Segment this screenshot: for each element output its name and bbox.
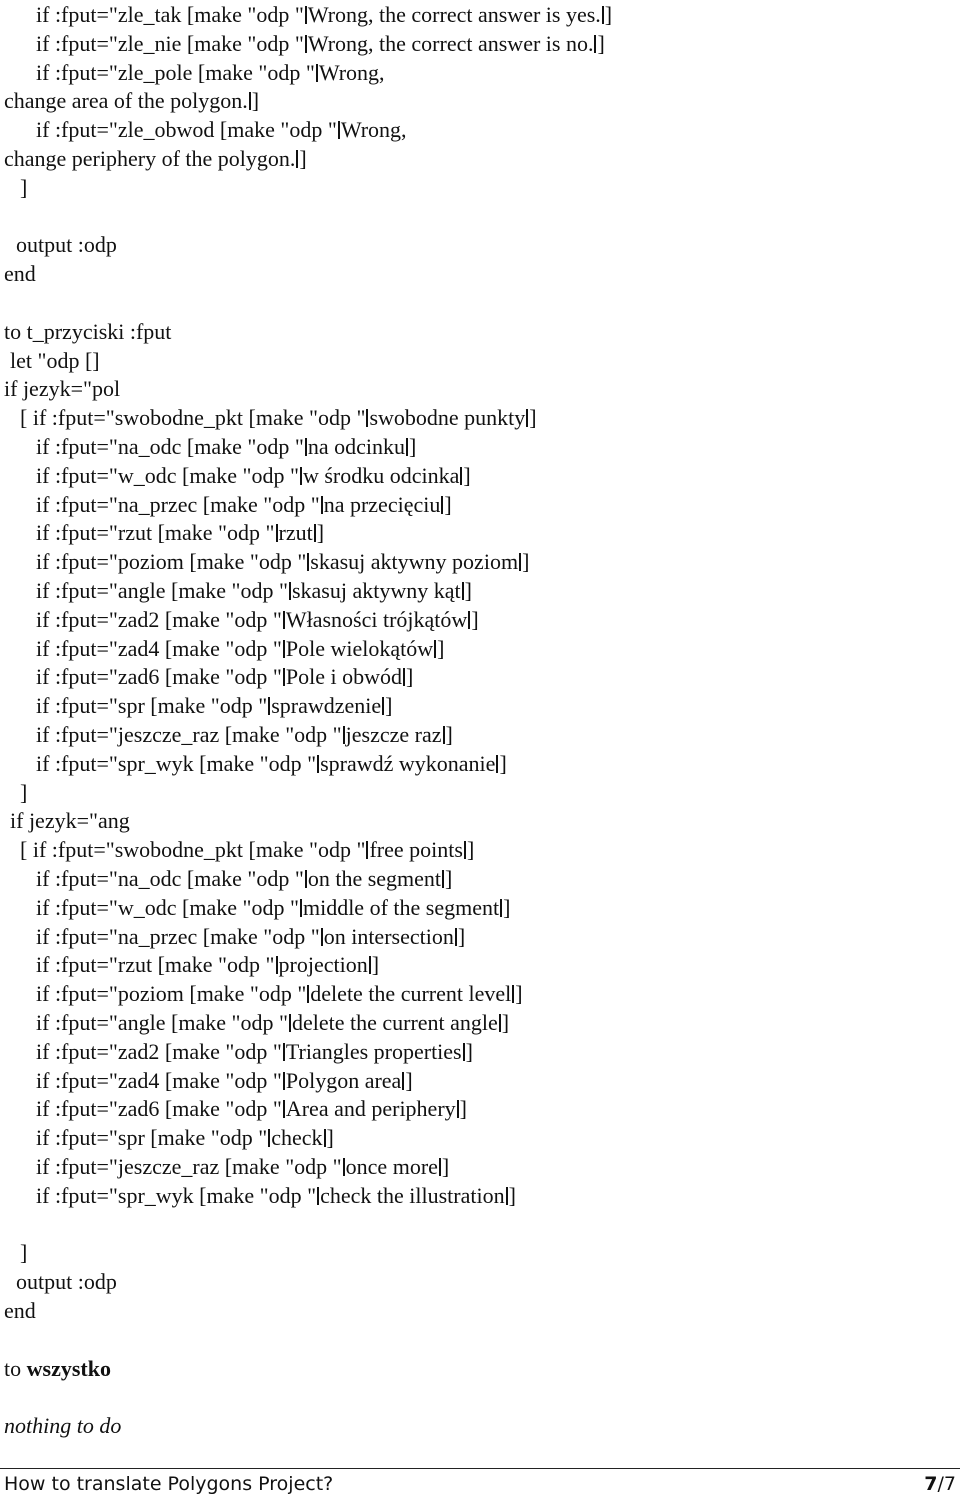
code-text: Pole i obwód (285, 664, 402, 690)
code-text: jeszcze raz (345, 722, 442, 747)
code-text: ] (405, 664, 414, 690)
code-text: if :fput="poziom [make "odp " (36, 981, 307, 1007)
separator-bar (499, 1014, 501, 1032)
code-line (36, 893, 510, 922)
code-line (4, 86, 259, 115)
separator-bar (249, 92, 251, 110)
code-line (36, 518, 324, 547)
code-line (4, 374, 120, 403)
code-text: Wrong, the correct answer is no. (307, 30, 594, 56)
code-text: if jezyk="ang (10, 808, 130, 834)
code-line (4, 1296, 36, 1325)
separator-bar (462, 582, 464, 600)
code-text: [ if :fput="swobodne_pkt [make "odp " (20, 405, 366, 431)
separator-bar (283, 1100, 285, 1118)
code-text: if :fput="spr_wyk [make "odp " (36, 1182, 317, 1208)
code-text: Własności trójkątów (285, 606, 468, 632)
separator-bar (443, 726, 445, 744)
code-text: ] (501, 1010, 510, 1035)
code-text: Pole wielokątów (285, 635, 434, 661)
code-text: if :fput="zad4 [make "odp " (36, 1067, 282, 1093)
footer-title: How to translate Polygons Project? (4, 1473, 334, 1495)
separator-bar (283, 668, 285, 686)
code-text: Area and periphery (285, 1096, 456, 1122)
code-line (20, 403, 537, 432)
separator-bar (276, 956, 278, 974)
code-text: if :fput="zad6 [make "odp " (36, 664, 282, 690)
code-text: na odcinku (307, 434, 405, 459)
code-text: on the segment (307, 866, 442, 891)
code-line (36, 490, 452, 519)
code-text: rzut (278, 520, 313, 546)
separator-bar (343, 726, 345, 744)
code-text: w środku odcinka (302, 462, 460, 488)
code-line (36, 115, 407, 144)
procedure-name: wszystko (26, 1355, 111, 1381)
separator-bar (289, 1014, 291, 1032)
code-text: change periphery of the polygon. (4, 146, 296, 171)
code-text: Triangles properties (285, 1038, 462, 1064)
code-text: to (4, 1355, 27, 1381)
code-text: swobodne punkty (369, 405, 526, 431)
code-text: if :fput="na_odc [make "odp " (36, 434, 304, 459)
code-text: skasuj aktywny kąt (291, 578, 461, 603)
code-text: if :fput="zad6 [make "odp " (36, 1096, 282, 1122)
code-text: if :fput="w_odc [make "odp " (36, 894, 299, 920)
separator-bar (324, 1129, 326, 1147)
separator-bar (463, 1043, 465, 1061)
code-text: if :fput="rzut [make "odp " (36, 520, 275, 546)
code-text: ] (529, 405, 537, 431)
code-text: if :fput="zle_nie [make "odp " (36, 30, 304, 56)
separator-bar (468, 611, 470, 629)
separator-bar (519, 553, 521, 571)
code-text: output :odp (16, 1269, 117, 1295)
code-text: if :fput="angle [make "odp " (36, 1010, 288, 1035)
separator-bar (300, 467, 302, 485)
page-total: 7 (943, 1473, 956, 1495)
separator-bar (382, 697, 384, 715)
code-text: ] (499, 750, 507, 776)
code-text: if jezyk="pol (4, 376, 121, 402)
code-text: Wrong, (340, 117, 407, 143)
code-text: check the illustration (320, 1182, 505, 1208)
code-text: if :fput="angle [make "odp " (36, 578, 288, 603)
code-text: check (271, 1125, 323, 1151)
code-text: if :fput="w_odc [make "odp " (36, 462, 299, 488)
separator-bar (283, 640, 285, 658)
code-text: delete the current angle (291, 1010, 498, 1035)
code-line (36, 1123, 334, 1152)
code-line (4, 1411, 121, 1440)
code-text: on intersection (323, 923, 454, 949)
separator-bar (455, 928, 457, 946)
separator-bar (526, 409, 528, 427)
code-line (20, 1238, 27, 1267)
code-text: if :fput="na_przec [make "odp " (36, 491, 320, 517)
code-line (20, 173, 27, 202)
separator-bar (457, 1100, 459, 1118)
code-text: ] (515, 981, 523, 1007)
code-text: ] (508, 1182, 516, 1208)
code-text: if :fput="spr [make "odp " (36, 1125, 268, 1151)
code-text: free points (369, 837, 463, 863)
code-text: if :fput="poziom [make "odp " (36, 549, 307, 575)
code-text: if :fput="zle_pole [make "odp " (36, 59, 315, 85)
code-text: [ if :fput="swobodne_pkt [make "odp " (20, 837, 366, 863)
code-line (36, 1094, 467, 1123)
page-number (924, 1471, 956, 1497)
code-text: ] (464, 578, 472, 603)
separator-bar (305, 35, 307, 53)
separator-bar (442, 870, 444, 888)
separator-bar (283, 611, 285, 629)
code-line (36, 605, 479, 634)
code-text: middle of the segment (302, 894, 500, 920)
separator-bar (439, 1158, 441, 1176)
code-text: if :fput="jeszcze_raz [make "odp " (36, 1154, 342, 1179)
separator-bar (321, 928, 323, 946)
code-text: if :fput="zle_obwod [make "odp " (36, 117, 337, 143)
separator-bar (338, 121, 340, 139)
code-text: sprawdź wykonanie (320, 750, 496, 776)
separator-bar (289, 582, 291, 600)
code-line (36, 922, 465, 951)
separator-bar (307, 985, 309, 1003)
separator-bar (314, 524, 316, 542)
separator-bar (317, 755, 319, 773)
separator-bar (305, 6, 307, 24)
separator-bar (305, 870, 307, 888)
code-text: ] (503, 894, 511, 920)
code-text: ] (316, 520, 325, 546)
code-text: ] (251, 88, 260, 114)
code-line (36, 461, 471, 490)
code-text: if :fput="jeszcze_raz [make "odp " (36, 722, 342, 747)
code-line (36, 0, 612, 29)
code-line (36, 1181, 516, 1210)
code-text: ] (445, 722, 453, 747)
code-text: if :fput="zle_tak [make "odp " (36, 2, 304, 27)
code-line (36, 662, 413, 691)
code-line (36, 691, 392, 720)
code-text: if :fput="rzut [make "odp " (36, 952, 275, 978)
separator-bar (402, 1072, 404, 1090)
separator-bar (500, 899, 502, 917)
code-line (36, 979, 523, 1008)
separator-bar (506, 1187, 508, 1205)
separator-bar (369, 956, 371, 974)
code-line (36, 1008, 509, 1037)
code-text: ] (466, 837, 475, 863)
separator-bar (316, 64, 318, 82)
separator-bar (464, 841, 466, 859)
code-text: end (4, 261, 36, 287)
footer-divider (0, 1468, 960, 1469)
code-text: ] (20, 174, 28, 200)
code-line (36, 29, 605, 58)
code-line (36, 1037, 473, 1066)
code-text: ] (437, 635, 445, 661)
code-text: ] (444, 491, 452, 517)
separator-bar (343, 1158, 345, 1176)
code-line (36, 634, 444, 663)
code-text: Wrong, (318, 59, 385, 85)
code-text: ] (409, 434, 417, 459)
code-text: nothing to do (4, 1413, 122, 1439)
code-line (36, 1066, 413, 1095)
code-text: ] (457, 923, 466, 949)
code-text: let "odp [] (10, 347, 100, 373)
code-line (20, 778, 27, 807)
separator-bar (434, 640, 436, 658)
code-text: to t_przyciski :fput (4, 318, 172, 344)
code-line (36, 58, 385, 87)
code-text: projection (278, 952, 368, 978)
code-text: ] (445, 866, 453, 891)
code-line (36, 547, 529, 576)
separator-bar (305, 438, 307, 456)
code-text: ] (385, 693, 393, 719)
code-line (4, 1354, 111, 1383)
code-text: ] (459, 1096, 467, 1122)
code-line (4, 144, 307, 173)
code-text: skasuj aktywny poziom (310, 549, 519, 575)
code-text: if :fput="spr_wyk [make "odp " (36, 750, 317, 776)
code-line (36, 864, 452, 893)
separator-bar (403, 668, 405, 686)
code-line (36, 749, 507, 778)
code-text: ] (471, 606, 479, 632)
separator-bar (268, 1129, 270, 1147)
code-line (36, 720, 453, 749)
code-line (36, 950, 379, 979)
code-text: na przecięciu (323, 491, 441, 517)
code-text: if :fput="zad2 [make "odp " (36, 606, 282, 632)
code-text: ] (463, 462, 471, 488)
separator-bar (268, 697, 270, 715)
code-text: ] (597, 30, 605, 56)
code-text: if :fput="zad4 [make "odp " (36, 635, 282, 661)
code-text: if :fput="spr [make "odp " (36, 693, 268, 719)
code-text: ] (441, 1154, 450, 1179)
code-text: sprawdzenie (271, 693, 382, 719)
code-text: if :fput="na_przec [make "odp " (36, 923, 320, 949)
separator-bar (283, 1043, 285, 1061)
code-text: ] (604, 2, 613, 27)
separator-bar (307, 553, 309, 571)
code-line (10, 806, 130, 835)
code-text: Polygon area (285, 1067, 402, 1093)
separator-bar (300, 899, 302, 917)
separator-bar (276, 524, 278, 542)
code-line (36, 1152, 449, 1181)
code-line (16, 230, 117, 259)
separator-bar (321, 496, 323, 514)
separator-bar (602, 6, 604, 24)
separator-bar (317, 1187, 319, 1205)
separator-bar (512, 985, 514, 1003)
page-current: 7 (924, 1473, 938, 1495)
separator-bar (406, 438, 408, 456)
code-text: once more (345, 1154, 438, 1179)
code-line (16, 1267, 117, 1296)
code-text: ] (326, 1125, 334, 1151)
code-text: ] (465, 1038, 473, 1064)
code-text: delete the current level (310, 981, 512, 1007)
code-line (10, 346, 100, 375)
separator-bar (283, 1072, 285, 1090)
code-text: ] (299, 146, 307, 171)
code-text: ] (405, 1067, 413, 1093)
code-line (36, 432, 416, 461)
code-text: ] (522, 549, 530, 575)
code-line (20, 835, 474, 864)
code-line (4, 259, 36, 288)
code-text: if :fput="zad2 [make "odp " (36, 1038, 282, 1064)
code-text: Wrong, the correct answer is yes. (307, 2, 601, 27)
code-text: ] (371, 952, 380, 978)
code-text: change area of the polygon. (4, 88, 248, 114)
code-text: if :fput="na_odc [make "odp " (36, 866, 304, 891)
code-text: output :odp (16, 232, 117, 258)
page-separator: / (937, 1473, 944, 1495)
code-line (4, 317, 171, 346)
code-line (36, 576, 472, 605)
code-text: ] (20, 1240, 28, 1266)
code-text: end (4, 1298, 36, 1323)
code-text: ] (20, 779, 28, 805)
